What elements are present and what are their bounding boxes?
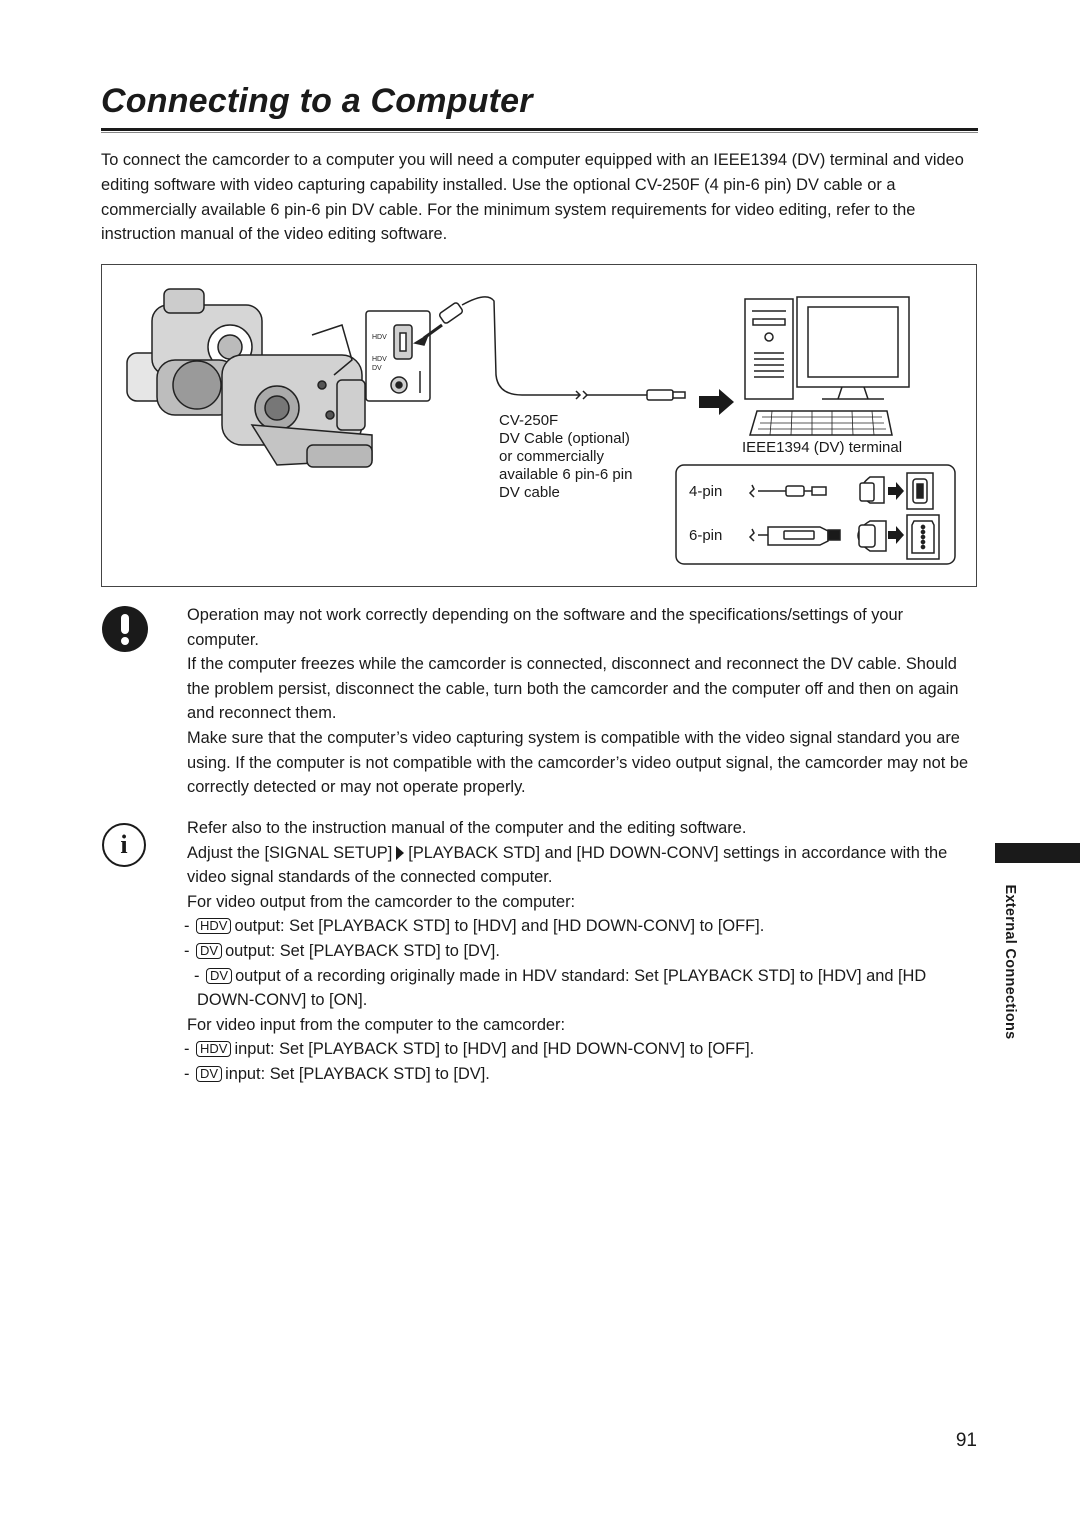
output-heading: For video output from the camcorder to the computer: [187, 892, 576, 911]
hdv-badge: HDV [196, 1041, 231, 1057]
output-item [184, 914, 977, 939]
item-text: output of a recording originally made in HDV standard: Set [PLAYBACK STD] to [HDV] and [HD DOWN-CONV] to [ON]. [197, 966, 927, 1010]
pin-detail-box [676, 465, 955, 564]
item-text: input: Set [PLAYBACK STD] to [DV]. [225, 1064, 490, 1083]
cable-label-line: DV Cable (optional) [499, 430, 630, 447]
hdv-badge: HDV [196, 918, 231, 934]
caution-icon [102, 606, 148, 652]
section-side-label: External Connections [1002, 884, 1018, 1040]
menu-arrow-icon [396, 846, 404, 860]
dv-badge: DV [206, 968, 232, 984]
input-heading: For video input from the computer to the camcorder: [187, 1015, 566, 1034]
dv-cable-illustration [415, 297, 685, 400]
dash: - [184, 941, 190, 960]
dv-badge: DV [196, 943, 222, 959]
input-item [184, 1037, 977, 1062]
dash: - [184, 1064, 190, 1083]
port-label-hdv-1: HDV [372, 334, 387, 341]
caution-paragraph: If the computer freezes while the camcorder is connected, disconnect and reconnect the DV cable. Should the problem persist, disconnect the cable, turn both the camcorder and the computer off and then on again and reconnect them. [187, 655, 959, 723]
terminal-label: IEEE1394 (DV) terminal [742, 439, 903, 456]
cable-label-line: available 6 pin-6 pin [499, 466, 633, 483]
caution-notes [187, 603, 977, 800]
dv-badge: DV [196, 1066, 222, 1082]
section-tab-marker [995, 843, 1080, 863]
cable-label-line: CV-250F [499, 412, 559, 429]
item-text: output: Set [PLAYBACK STD] to [HDV] and [HD DOWN-CONV] to [OFF]. [234, 917, 765, 936]
camcorder-illustration [127, 289, 372, 467]
page-number: 91 [955, 1430, 977, 1451]
caution-paragraph: Make sure that the computer’s video capturing system is compatible with the video signal standard you are using. If the computer is not compatible with the camcorder’s video output signal, the camcorder may not be correctly detected or may not operate properly. [187, 728, 969, 797]
cable-label-line: or commercially [499, 448, 605, 465]
info-icon-glyph: i [120, 830, 128, 859]
info-notes [184, 816, 977, 1087]
info-line-part: [PLAYBACK STD] and [HD DOWN-CONV] settings in accordance with the video signal standards of the connected computer. [187, 843, 948, 887]
info-icon [102, 823, 146, 867]
intro-paragraph: To connect the camcorder to a computer you will need a computer equipped with an IEEE1394 (DV) terminal and video editing software with video capturing capability installed. Use the optional CV-250F (4 pin-6 pin) DV cable or a commercially available 6 pin-6 pin DV cable. For the minimum system requirements for video editing, refer to the instruction manual of the video editing software. [101, 151, 964, 244]
page-title: Connecting to a Computer [101, 82, 533, 120]
info-line-part: Adjust the [SIGNAL SETUP] [187, 843, 393, 862]
cable-label-line: DV cable [499, 484, 560, 501]
dash: - [184, 917, 190, 936]
connection-diagram [101, 264, 977, 587]
item-text: output: Set [PLAYBACK STD] to [DV]. [225, 941, 500, 960]
item-text: input: Set [PLAYBACK STD] to [HDV] and [HD DOWN-CONV] to [OFF]. [234, 1040, 755, 1059]
port-label-hdv-2: HDV [372, 356, 387, 363]
info-line: Refer also to the instruction manual of the computer and the editing software. [187, 819, 747, 837]
camcorder-port-closeup [366, 311, 430, 401]
output-item [184, 939, 977, 964]
output-item [187, 964, 977, 1013]
dash: - [194, 966, 200, 985]
arrow-right-icon [699, 389, 734, 415]
cable-label [499, 412, 632, 502]
pin6-label: 6-pin [689, 527, 723, 544]
dash: - [184, 1040, 190, 1059]
input-item [184, 1062, 977, 1087]
info-line [187, 841, 977, 890]
title-rule-thin [101, 132, 978, 133]
title-rule [101, 128, 978, 131]
caution-paragraph: Operation may not work correctly depending on the software and the specifications/settings of your computer. [187, 606, 904, 649]
computer-illustration [745, 297, 909, 435]
port-label-dv: DV [372, 365, 382, 372]
pin4-label: 4-pin [689, 483, 723, 500]
